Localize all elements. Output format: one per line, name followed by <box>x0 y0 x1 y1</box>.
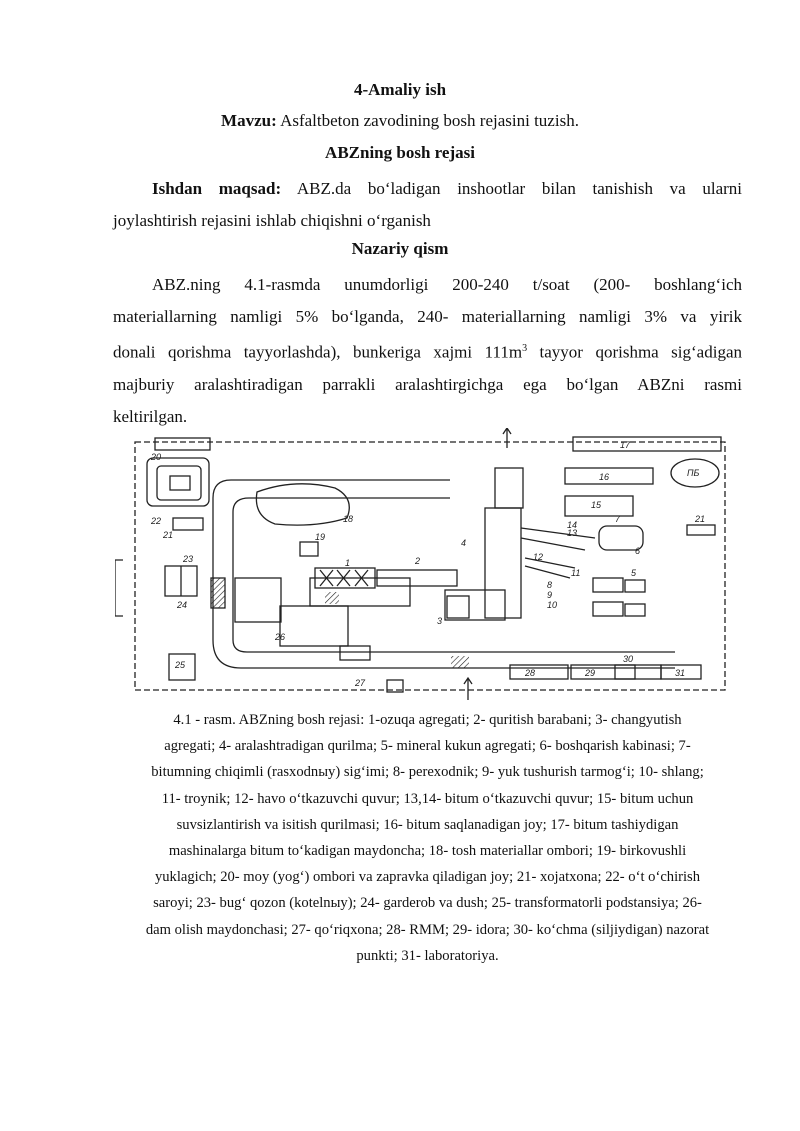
caption-line: agregati; 4- aralashtradigan qurilma; 5- mineral kukun agregati; 6- boshqarish kabinasi; 7- <box>164 738 691 755</box>
superscript-3: 3 <box>522 343 528 354</box>
fig-label-20: 20 <box>151 452 162 462</box>
theory-line-4: majburiy aralashtiradigan parrakli aralashtirgichga ega bo‘lgan ABZni rasmi <box>113 374 742 394</box>
fig-label-10: 10 <box>547 600 558 610</box>
caption-line: suvsizlantirish va isitish qurilmasi; 16- bitum saqlanadigan joy; 17- bitum tashiydigan <box>176 816 679 833</box>
fig-label-19: 19 <box>315 532 326 542</box>
mixer-4 <box>485 508 521 618</box>
theory-title: Nazariy qism <box>351 239 449 258</box>
fig-label-11: 11 <box>571 568 581 578</box>
fig-label-3: 3 <box>437 616 443 626</box>
box-28 <box>510 665 568 679</box>
fig-label-5: 5 <box>631 568 637 578</box>
theory-line-3b: tayyor qorishma sig‘adigan <box>527 342 742 362</box>
fig-label-25: 25 <box>175 660 186 670</box>
dust-unit-3 <box>447 596 469 618</box>
theory-line-3 <box>113 333 742 369</box>
fig-label-30: 30 <box>623 654 634 664</box>
fig-label-16: 16 <box>599 472 610 482</box>
fig-label-9: 9 <box>547 590 553 600</box>
fig-label-31: 31 <box>675 668 686 678</box>
fig-label-2: 2 <box>415 556 421 566</box>
fig-label-24: 24 <box>177 600 188 610</box>
goal-line-1 <box>113 173 742 205</box>
caption-line: yuklagich; 20- moy (yog‘) ombori va zapravka qiladigan joy; 21- xojatxona; 22- o‘t o‘chirish <box>154 869 701 886</box>
box-30 <box>615 665 635 679</box>
caption-line: 11- troynik; 12- havo o‘tkazuvchi quvur; 13,14- bitum o‘tkazuvchi quvur; 15- bitum uchun <box>161 790 694 807</box>
abz-plan-figure <box>115 428 745 700</box>
fig-label-8: 8 <box>547 580 553 590</box>
goal-text: ABZ.da bo‘ladigan inshootlar bilan tanishish va ularni <box>281 179 742 198</box>
page-title: 4-Amaliy ish <box>353 80 447 99</box>
fig-label-21-left: 21 <box>163 530 174 540</box>
rest-area-26 <box>280 606 348 646</box>
toilet-21 <box>687 525 715 535</box>
caption-line: bitumning chiqimli (rasxodnыy) sig‘imi; 8- perexodnik; 9- yuk tushurish tarmog‘i; 10- shlang; <box>151 764 704 781</box>
fig-label-7: 7 <box>615 514 621 524</box>
gate-box-top <box>155 438 210 450</box>
goal-line-2: joylashtirish rejasini ishlab chiqishni o‘rganish <box>113 211 431 230</box>
fig-label-18: 18 <box>343 514 354 524</box>
goal-label: Ishdan maqsad: <box>152 179 282 198</box>
fig-label-6: 6 <box>635 546 641 556</box>
mineral-powder-5 <box>593 578 623 592</box>
stone-storage <box>256 484 349 525</box>
fig-label-28: 28 <box>525 668 536 678</box>
caption-line: saroyi; 23- bug‘ qozon (kotelnыy); 24- garderob va dush; 25- transformatorli podstansiya; 26- <box>153 895 702 912</box>
goal-paragraph <box>113 173 742 237</box>
theory-line-5: keltirilgan. <box>113 406 188 426</box>
fig-label-1: 1 <box>345 558 351 568</box>
fig-label-27: 27 <box>355 678 366 688</box>
topic-text: Asfaltbeton zavodining bosh rejasini tuzish. <box>276 111 579 130</box>
theory-line-2: materiallarning namligi 5% bo‘lganda, 240- materiallarning namligi 3% va yirik <box>113 307 742 326</box>
box-22 <box>173 518 203 530</box>
fig-label-29: 29 <box>585 668 596 678</box>
figure-caption <box>113 707 742 969</box>
fig-label-4: 4 <box>461 538 467 548</box>
caption-line: dam olish maydonchasi; 27- qo‘riqxona; 28- RMM; 29- idora; 30- ko‘chma (siljiydigan) nazorat <box>145 921 710 938</box>
section-subtitle: ABZning bosh rejasi <box>325 143 475 162</box>
caption-line: punkti; 31- laboratoriya. <box>356 947 499 964</box>
fig-label-22: 22 <box>151 516 162 526</box>
box-17 <box>573 437 721 451</box>
fig-label-13: 13 <box>567 528 578 538</box>
caption-line: mashinalarga bitum to‘kadigan maydoncha; 18- tosh materiallar ombori; 19- birkovushli <box>168 843 687 860</box>
topic-label: Mavzu: <box>221 111 277 130</box>
fig-label-15: 15 <box>591 500 602 510</box>
theory-line-1: ABZ.ning 4.1-rasmda unumdorligi 200-240 t/soat (200- boshlang‘ich <box>152 275 742 294</box>
theory-paragraph <box>113 269 742 433</box>
topic-line <box>113 111 687 131</box>
caption-line: 4.1 - rasm. ABZning bosh rejasi: 1-ozuqa agregati; 2- quritish barabani; 3- changyutish <box>173 712 682 728</box>
site-boundary <box>135 442 725 690</box>
fig-label-21: 21 <box>695 514 706 524</box>
fig-label-26: 26 <box>275 632 286 642</box>
fig-label-pb: ПБ <box>687 468 700 478</box>
fig-label-14: 14 <box>567 520 578 530</box>
fig-label-12: 12 <box>533 552 544 562</box>
theory-line-3a: donali qorishma tayyorlashda), bunkeriga xajmi 111m <box>113 342 523 362</box>
fig-label-17: 17 <box>620 440 631 450</box>
fig-label-23: 23 <box>183 554 194 564</box>
